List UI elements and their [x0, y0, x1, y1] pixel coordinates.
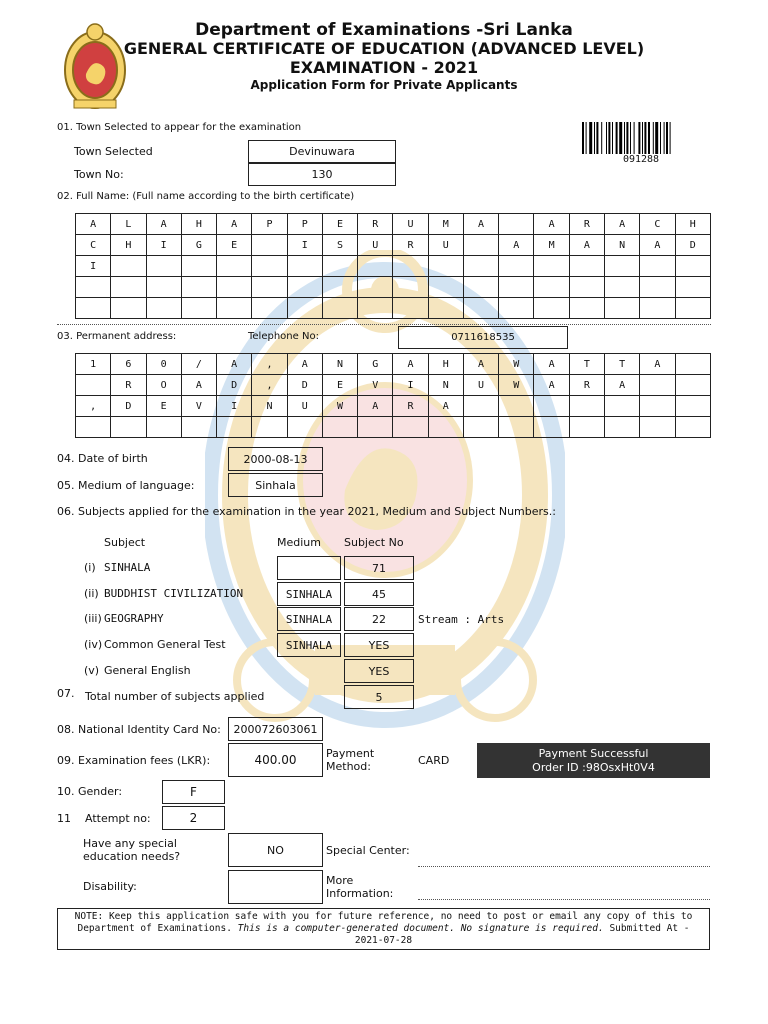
address-grid-cell: 0: [146, 354, 181, 375]
subject-num: (iii): [84, 612, 102, 625]
address-grid-cell: U: [287, 396, 322, 417]
name-grid-cell: [499, 298, 534, 319]
note-computer-generated: This is a computer-generated document. No signature is required.: [237, 923, 604, 934]
name-grid-cell: [534, 277, 569, 298]
subject-name: Common General Test: [104, 638, 226, 651]
address-grid-cell: R: [111, 375, 146, 396]
divider: [57, 324, 711, 325]
name-grid-cell: U: [393, 214, 428, 235]
address-grid-cell: [675, 354, 710, 375]
subject-name: BUDDHIST CIVILIZATION: [104, 587, 244, 600]
name-grid-cell: A: [534, 214, 569, 235]
barcode-bar: [660, 122, 661, 154]
disability-field: [228, 870, 323, 904]
q04-label: 04. Date of birth: [57, 452, 148, 465]
address-grid-row: [76, 396, 711, 417]
barcode-bar: [601, 122, 602, 154]
header-form-title: Application Form for Private Applicants: [250, 78, 518, 92]
address-grid-cell: [428, 417, 463, 438]
name-grid-cell: A: [146, 214, 181, 235]
address-grid-cell: ,: [76, 396, 111, 417]
name-grid-cell: [181, 298, 216, 319]
medium-field: Sinhala: [228, 473, 323, 497]
col-medium: Medium: [277, 536, 321, 549]
nic-field: 200072603061: [228, 717, 323, 741]
address-grid-cell: [217, 417, 252, 438]
name-grid-cell: [146, 277, 181, 298]
subject-num: (i): [84, 561, 96, 574]
name-grid-cell: [428, 298, 463, 319]
address-grid-cell: G: [358, 354, 393, 375]
name-grid-cell: [111, 256, 146, 277]
address-grid-cell: D: [111, 396, 146, 417]
town-selected-label: Town Selected: [74, 145, 153, 158]
address-grid-cell: [358, 417, 393, 438]
barcode-bar: [608, 122, 610, 154]
payment-method-value: CARD: [418, 754, 450, 767]
subject-medium-field: SINHALA: [277, 582, 341, 606]
name-grid-cell: [146, 298, 181, 319]
name-grid-cell: [76, 298, 111, 319]
name-grid-cell: R: [393, 235, 428, 256]
address-grid-cell: A: [287, 354, 322, 375]
subject-num: (ii): [84, 587, 99, 600]
address-grid-row: [76, 375, 711, 396]
barcode-bar: [670, 122, 671, 154]
name-grid-row: [76, 256, 711, 277]
name-grid-cell: I: [287, 235, 322, 256]
barcode-bar: [642, 122, 643, 154]
q01-label: 01. Town Selected to appear for the examination: [57, 122, 302, 133]
address-grid-cell: [252, 417, 287, 438]
name-grid-cell: [428, 277, 463, 298]
name-grid-cell: [217, 298, 252, 319]
barcode-bar: [653, 122, 654, 154]
name-grid-cell: [604, 277, 639, 298]
header-certificate: GENERAL CERTIFICATE OF EDUCATION (ADVANCED LEVEL): [123, 39, 645, 58]
name-grid-cell: [604, 298, 639, 319]
payment-status-banner: [477, 743, 710, 778]
subject-no-field: 71: [344, 556, 414, 580]
telephone-label: Telephone No:: [248, 331, 319, 342]
name-grid-row: [76, 277, 711, 298]
name-grid-cell: [393, 298, 428, 319]
name-grid-cell: [287, 277, 322, 298]
barcode-bar: [582, 122, 584, 154]
address-grid-cell: A: [428, 396, 463, 417]
name-grid-row: [76, 298, 711, 319]
subject-name: GEOGRAPHY: [104, 612, 164, 625]
address-grid-cell: A: [217, 354, 252, 375]
name-grid-cell: A: [76, 214, 111, 235]
address-grid-cell: [569, 396, 604, 417]
barcode-bar: [626, 122, 628, 154]
q08-label: 08. National Identity Card No:: [57, 723, 221, 736]
barcode-bar: [638, 122, 640, 154]
address-grid-cell: W: [499, 354, 534, 375]
name-grid-cell: [358, 256, 393, 277]
address-grid-cell: [640, 417, 675, 438]
name-grid-cell: S: [322, 235, 357, 256]
subject-num: (v): [84, 664, 100, 677]
name-grid-cell: M: [428, 214, 463, 235]
address-grid: [75, 353, 711, 438]
name-grid-cell: M: [534, 235, 569, 256]
q02-label: 02. Full Name: (Full name according to the birth certificate): [57, 191, 355, 202]
barcode-bar: [612, 122, 613, 154]
name-grid-cell: H: [111, 235, 146, 256]
name-grid-cell: [499, 214, 534, 235]
address-grid-cell: A: [358, 396, 393, 417]
subject-no-field: 45: [344, 582, 414, 606]
subject-num: (iv): [84, 638, 103, 651]
address-grid-cell: [640, 396, 675, 417]
address-grid-cell: A: [534, 375, 569, 396]
header-examination: EXAMINATION - 2021: [289, 58, 479, 77]
name-grid-cell: [252, 277, 287, 298]
address-grid-cell: [604, 417, 639, 438]
name-grid-cell: P: [287, 214, 322, 235]
name-grid-cell: [252, 256, 287, 277]
note-text: NOTE: Keep this application safe with you for future reference, no need to post or email any copy of this to Department of Examinations.: [74, 911, 693, 934]
barcode-bar: [630, 122, 631, 154]
name-grid-cell: [287, 298, 322, 319]
barcode-bar: [586, 122, 587, 154]
address-grid-cell: T: [569, 354, 604, 375]
address-grid-cell: O: [146, 375, 181, 396]
address-grid-cell: [393, 417, 428, 438]
name-grid-cell: [181, 256, 216, 277]
header-department: Department of Examinations -Sri Lanka: [195, 20, 573, 40]
name-grid-cell: [463, 298, 498, 319]
address-grid-cell: [534, 417, 569, 438]
special-center-line: [418, 866, 710, 867]
address-grid-cell: [675, 375, 710, 396]
name-grid-cell: [181, 277, 216, 298]
name-grid-cell: [675, 277, 710, 298]
name-grid-cell: [675, 298, 710, 319]
note-box: [57, 908, 710, 950]
name-grid-cell: [569, 256, 604, 277]
barcode-bar: [594, 122, 595, 154]
payment-method-label: Payment Method:: [326, 747, 375, 773]
q07-label: Total number of subjects applied: [85, 690, 265, 703]
address-grid-cell: [76, 375, 111, 396]
subject-no-field: YES: [344, 633, 414, 657]
stream-label: Stream : Arts: [418, 613, 505, 626]
address-grid-cell: A: [640, 354, 675, 375]
payment-status: Payment Successful: [538, 747, 649, 760]
name-grid-cell: [499, 277, 534, 298]
address-grid-cell: A: [534, 354, 569, 375]
q05-label: 05. Medium of language:: [57, 479, 195, 492]
name-grid-cell: [322, 256, 357, 277]
address-grid-cell: [499, 396, 534, 417]
name-grid-cell: G: [181, 235, 216, 256]
address-grid-cell: N: [322, 354, 357, 375]
subject-name: General English: [104, 664, 191, 677]
subject-name: SINHALA: [104, 561, 151, 574]
disability-label: Disability:: [83, 880, 137, 893]
name-grid-cell: E: [322, 214, 357, 235]
address-grid-cell: V: [181, 396, 216, 417]
q10-label: 10. Gender:: [57, 785, 123, 798]
name-grid-cell: H: [675, 214, 710, 235]
gender-field: F: [162, 780, 225, 804]
q07-num: 07.: [57, 687, 75, 700]
note-submitted: Submitted At - 2021-07-28: [354, 923, 690, 946]
address-grid-cell: [640, 375, 675, 396]
address-grid-cell: H: [428, 354, 463, 375]
address-grid-cell: 6: [111, 354, 146, 375]
address-grid-cell: [76, 417, 111, 438]
exam-fee-field: 400.00: [228, 743, 323, 777]
name-grid-cell: [358, 277, 393, 298]
name-grid-cell: [322, 277, 357, 298]
name-grid-cell: U: [358, 235, 393, 256]
barcode-bar: [589, 122, 592, 154]
address-grid-cell: N: [252, 396, 287, 417]
name-grid-cell: R: [358, 214, 393, 235]
dob-field: 2000-08-13: [228, 447, 323, 471]
barcode: [582, 122, 700, 154]
name-grid-cell: N: [604, 235, 639, 256]
name-grid-cell: [569, 298, 604, 319]
special-needs-label: Have any special education needs?: [83, 837, 181, 863]
address-grid-cell: [534, 396, 569, 417]
address-grid-cell: A: [393, 354, 428, 375]
barcode-bar: [596, 122, 598, 154]
address-grid-cell: 1: [76, 354, 111, 375]
address-grid-cell: [499, 417, 534, 438]
subject-no-field: 22: [344, 607, 414, 631]
address-grid-cell: A: [604, 375, 639, 396]
name-grid-cell: [111, 298, 146, 319]
col-subject: Subject: [104, 536, 146, 549]
name-grid-cell: [640, 298, 675, 319]
full-name-grid: [75, 213, 711, 319]
name-grid-cell: [675, 256, 710, 277]
name-grid-cell: A: [463, 214, 498, 235]
address-grid-cell: [287, 417, 322, 438]
name-grid-cell: L: [111, 214, 146, 235]
address-grid-cell: ,: [252, 354, 287, 375]
attempt-field: 2: [162, 806, 225, 830]
name-grid-cell: [499, 256, 534, 277]
name-grid-cell: A: [604, 214, 639, 235]
address-grid-cell: D: [217, 375, 252, 396]
address-grid-row: [76, 417, 711, 438]
more-info-line: [418, 899, 710, 900]
address-grid-cell: [463, 417, 498, 438]
name-grid-cell: C: [76, 235, 111, 256]
name-grid-cell: [111, 277, 146, 298]
name-grid-cell: [322, 298, 357, 319]
address-grid-cell: [322, 417, 357, 438]
name-grid-cell: C: [640, 214, 675, 235]
barcode-bar: [606, 122, 607, 154]
address-grid-cell: [675, 396, 710, 417]
name-grid-cell: P: [252, 214, 287, 235]
name-grid-cell: [640, 256, 675, 277]
address-grid-cell: N: [428, 375, 463, 396]
address-grid-cell: [604, 396, 639, 417]
address-grid-cell: U: [463, 375, 498, 396]
barcode-bar: [634, 122, 635, 154]
name-grid-cell: [604, 256, 639, 277]
address-grid-cell: [569, 417, 604, 438]
name-grid-cell: [428, 256, 463, 277]
address-grid-cell: E: [146, 396, 181, 417]
order-id: Order ID :98OsxHt0V4: [532, 761, 655, 774]
address-grid-cell: [463, 396, 498, 417]
barcode-bar: [619, 122, 622, 154]
name-grid-cell: [76, 277, 111, 298]
barcode-bar: [664, 122, 665, 154]
address-grid-cell: A: [463, 354, 498, 375]
address-grid-row: [76, 354, 711, 375]
town-no-field: 130: [248, 163, 396, 186]
address-grid-cell: [675, 417, 710, 438]
barcode-bar: [644, 122, 646, 154]
q09-label: 09. Examination fees (LKR):: [57, 754, 211, 767]
address-grid-cell: V: [358, 375, 393, 396]
name-grid-cell: [534, 256, 569, 277]
name-grid-row: [76, 235, 711, 256]
barcode-bar: [616, 122, 618, 154]
name-grid-cell: [463, 256, 498, 277]
name-grid-cell: I: [146, 235, 181, 256]
barcode-bar: [666, 122, 668, 154]
address-grid-cell: R: [569, 375, 604, 396]
name-grid-cell: E: [217, 235, 252, 256]
address-grid-cell: /: [181, 354, 216, 375]
name-grid-cell: [252, 235, 287, 256]
name-grid-cell: [358, 298, 393, 319]
subject-medium-field: SINHALA: [277, 607, 341, 631]
name-grid-cell: [640, 277, 675, 298]
subject-medium-field: [277, 556, 341, 580]
name-grid-row: [76, 214, 711, 235]
name-grid-cell: H: [181, 214, 216, 235]
name-grid-cell: [252, 298, 287, 319]
name-grid-cell: [217, 277, 252, 298]
subject-medium-field: SINHALA: [277, 633, 341, 657]
barcode-number: 091288: [622, 154, 660, 165]
name-grid-cell: [463, 277, 498, 298]
address-grid-cell: I: [393, 375, 428, 396]
address-grid-cell: I: [217, 396, 252, 417]
name-grid-cell: [287, 256, 322, 277]
address-grid-cell: W: [322, 396, 357, 417]
barcode-bar: [624, 122, 625, 154]
town-no-label: Town No:: [74, 168, 124, 181]
name-grid-cell: A: [640, 235, 675, 256]
name-grid-cell: A: [499, 235, 534, 256]
name-grid-cell: I: [76, 256, 111, 277]
address-grid-cell: [181, 417, 216, 438]
name-grid-cell: D: [675, 235, 710, 256]
address-grid-cell: E: [322, 375, 357, 396]
special-center-label: Special Center:: [326, 844, 410, 857]
q11-label: 11 Attempt no:: [57, 812, 151, 825]
address-grid-cell: D: [287, 375, 322, 396]
name-grid-cell: R: [569, 214, 604, 235]
address-grid-cell: T: [604, 354, 639, 375]
address-grid-cell: [111, 417, 146, 438]
address-grid-cell: R: [393, 396, 428, 417]
name-grid-cell: [393, 256, 428, 277]
q03-label: 03. Permanent address:: [57, 331, 177, 342]
name-grid-cell: [217, 256, 252, 277]
name-grid-cell: U: [428, 235, 463, 256]
name-grid-cell: [146, 256, 181, 277]
address-grid-cell: A: [181, 375, 216, 396]
more-info-label: More Information:: [326, 874, 394, 900]
barcode-bar: [648, 122, 650, 154]
name-grid-cell: [393, 277, 428, 298]
q06-label: 06. Subjects applied for the examination in the year 2021, Medium and Subject Numbers.:: [57, 505, 556, 518]
address-grid-cell: [146, 417, 181, 438]
telephone-field: 0711618535: [398, 326, 568, 349]
total-subjects-field: 5: [344, 685, 414, 709]
name-grid-cell: [569, 277, 604, 298]
name-grid-cell: A: [217, 214, 252, 235]
name-grid-cell: A: [569, 235, 604, 256]
address-grid-cell: ,: [252, 375, 287, 396]
col-subject-no: Subject No: [344, 536, 404, 549]
barcode-bar: [655, 122, 658, 154]
subject-no-field: YES: [344, 659, 414, 683]
town-selected-field: Devinuwara: [248, 140, 396, 163]
name-grid-cell: [534, 298, 569, 319]
address-grid-cell: W: [499, 375, 534, 396]
name-grid-cell: [463, 235, 498, 256]
special-needs-field: NO: [228, 833, 323, 867]
